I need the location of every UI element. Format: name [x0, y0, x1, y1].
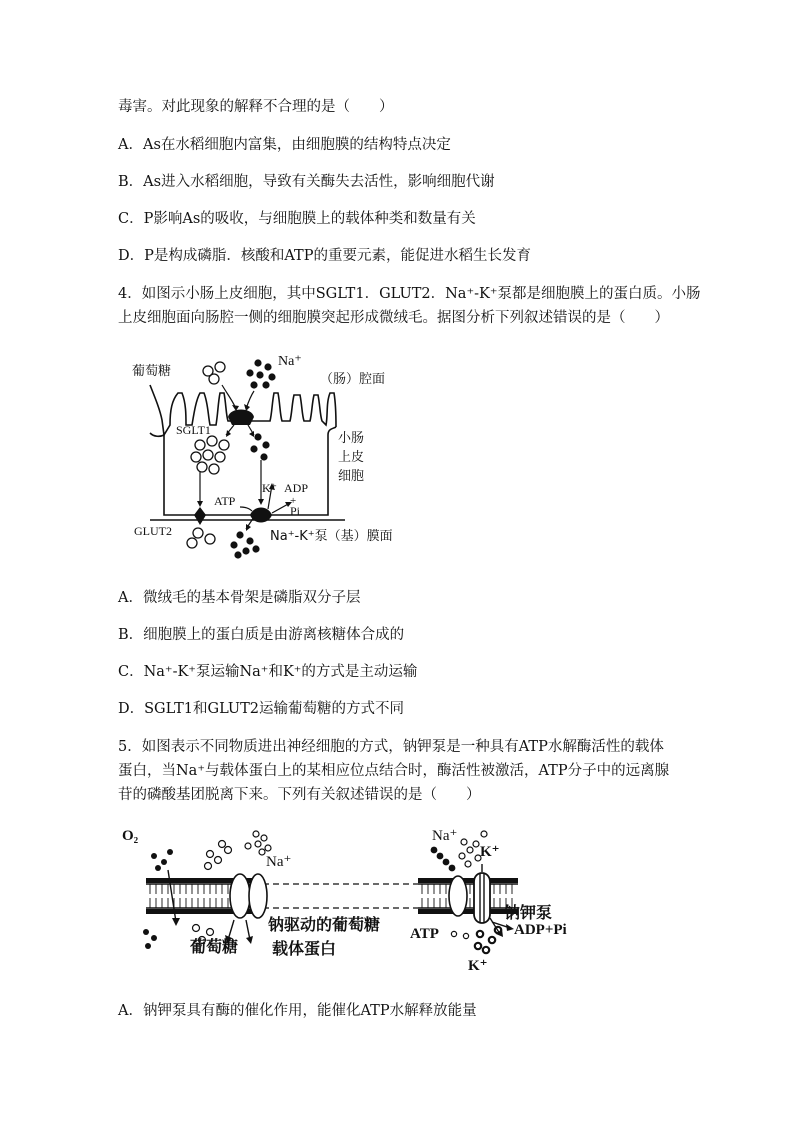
na-label: Na⁺ — [278, 354, 302, 369]
q4-stem-line1: 4．如图示小肠上皮细胞，其中SGLT1．GLUT2．Na⁺-K⁺泵都是细胞膜上的蛋白质。小肠 — [118, 286, 701, 302]
q5-stem-line1: 5．如图表示不同物质进出神经细胞的方式，钠钾泵是一种具有ATP水解酶活性的载体 — [118, 739, 664, 755]
glucose-label: 葡萄糖 — [132, 364, 172, 379]
q4-option-d: D．SGLT1和GLUT2运输葡萄糖的方式不同 — [118, 701, 405, 717]
k-bottom-label: K⁺ — [468, 958, 488, 974]
k-label: K⁺ — [262, 481, 277, 495]
cell-label-3: 细胞 — [338, 469, 365, 484]
q3-option-d: D．P是构成磷脂．核酸和ATP的重要元素，能促进水稻生长发育 — [118, 248, 531, 264]
channel-protein — [449, 876, 467, 916]
q3-option-a: A．As在水稻细胞内富集，由细胞膜的结构特点决定 — [118, 137, 451, 153]
sglt1-carrier — [228, 410, 254, 426]
q5-stem-line2: 蛋白，当Na⁺与载体蛋白上的某相应位点结合时，酶活性被激活，ATP分子中的远离腺 — [118, 763, 670, 779]
o2-label: O₂ — [122, 828, 139, 844]
q4-option-b: B．细胞膜上的蛋白质是由游离核糖体合成的 — [118, 627, 405, 643]
q5-option-a: A．钠钾泵具有酶的催化作用，能催化ATP水解释放能量 — [118, 1003, 477, 1019]
glucose-label: 葡萄糖 — [190, 937, 239, 956]
q3-option-b: B．As进入水稻细胞，导致有关酶失去活性，影响细胞代谢 — [118, 174, 495, 190]
glut2-label: GLUT2 — [134, 524, 172, 538]
plus-label: + — [290, 495, 297, 507]
q3-stem-tail: 毒害。对此现象的解释不合理的是（ ） — [118, 99, 394, 115]
q5-neuron-transport-figure — [118, 822, 588, 980]
glucose-carrier-protein — [230, 874, 250, 918]
na-left-label: Na⁺ — [266, 854, 292, 870]
cell-label-1: 小肠 — [338, 431, 365, 446]
q4-stem-line2: 上皮细胞面向肠腔一侧的细胞膜突起形成微绒毛。据图分析下列叙述错误的是（ ） — [118, 310, 669, 326]
adp-label: ADP — [284, 481, 309, 495]
q5-stem-line3: 苷的磷酸基团脱离下来。下列有关叙述错误的是（ ） — [118, 787, 481, 803]
k-top-label: K⁺ — [480, 844, 500, 860]
q4-intestinal-cell-figure — [130, 345, 420, 570]
atp-label: ATP — [214, 494, 236, 508]
pump-basal-label: Na⁺-K⁺泵（基）膜面 — [270, 529, 393, 544]
adp-pi-label: ADP+Pi — [514, 922, 567, 938]
pi-label: Pi — [290, 504, 301, 518]
cell-label-2: 上皮 — [338, 450, 365, 465]
sodium-potassium-pump — [474, 873, 490, 923]
atp-label: ATP — [410, 926, 439, 942]
carrier-label-2: 载体蛋白 — [272, 939, 337, 958]
glut2-carrier — [194, 507, 206, 525]
q3-option-c: C．P影响As的吸收，与细胞膜上的载体种类和数量有关 — [118, 211, 476, 227]
na-right-label: Na⁺ — [432, 828, 458, 844]
carrier-label-1: 钠驱动的葡萄糖 — [268, 915, 381, 934]
pump-label: 钠钾泵 — [504, 903, 553, 922]
q4-option-c: C．Na⁺-K⁺泵运输Na⁺和K⁺的方式是主动运输 — [118, 664, 418, 680]
q4-option-a: A．微绒毛的基本骨架是磷脂双分子层 — [118, 590, 361, 606]
lumen-label: （肠）腔面 — [320, 372, 386, 387]
sglt1-label: SGLT1 — [176, 423, 211, 437]
